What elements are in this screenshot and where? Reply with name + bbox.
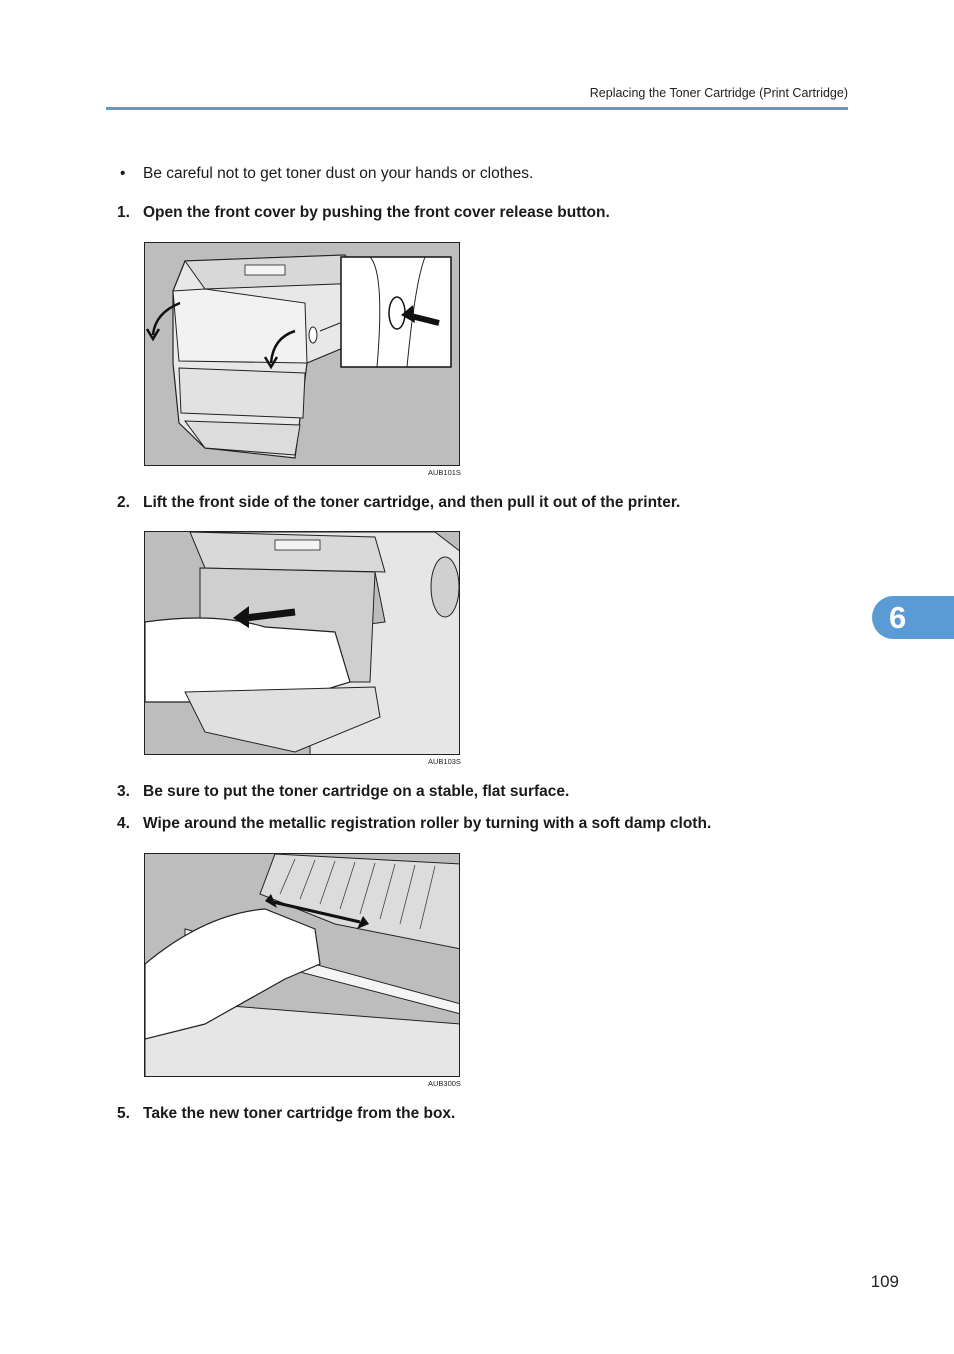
bullet-symbol: • — [120, 165, 126, 182]
toner-removal-illustration — [145, 532, 460, 755]
figure-open-front-cover — [144, 242, 460, 466]
chapter-tab — [872, 596, 954, 639]
figure-code: AUB101S — [428, 468, 461, 477]
roller-wiping-illustration — [145, 854, 460, 1077]
step-number: 3. — [117, 783, 130, 800]
step-number: 1. — [117, 204, 130, 221]
running-header: Replacing the Toner Cartridge (Print Cartridge) — [589, 86, 848, 100]
step-number: 2. — [117, 494, 130, 511]
step-number: 5. — [117, 1105, 130, 1122]
step-text: Take the new toner cartridge from the box. — [143, 1105, 456, 1122]
figure-wipe-roller — [144, 853, 460, 1077]
figure-code: AUB103S — [428, 757, 461, 766]
step-text: Lift the front side of the toner cartridge, and then pull it out of the printer. — [143, 494, 681, 511]
step-text: Wipe around the metallic registration roller by turning with a soft damp cloth. — [143, 815, 712, 832]
chapter-number: 6 — [889, 600, 907, 635]
step-text: Be sure to put the toner cartridge on a stable, flat surface. — [143, 783, 570, 800]
step-text: Open the front cover by pushing the front cover release button. — [143, 204, 610, 221]
figure-remove-toner — [144, 531, 460, 755]
bullet-text: Be careful not to get toner dust on your hands or clothes. — [143, 165, 534, 182]
step-number: 4. — [117, 815, 130, 832]
printer-front-cover-illustration — [145, 243, 460, 466]
header-rule — [106, 107, 848, 110]
page-number: 109 — [870, 1272, 899, 1291]
figure-code: AUB300S — [428, 1079, 461, 1088]
